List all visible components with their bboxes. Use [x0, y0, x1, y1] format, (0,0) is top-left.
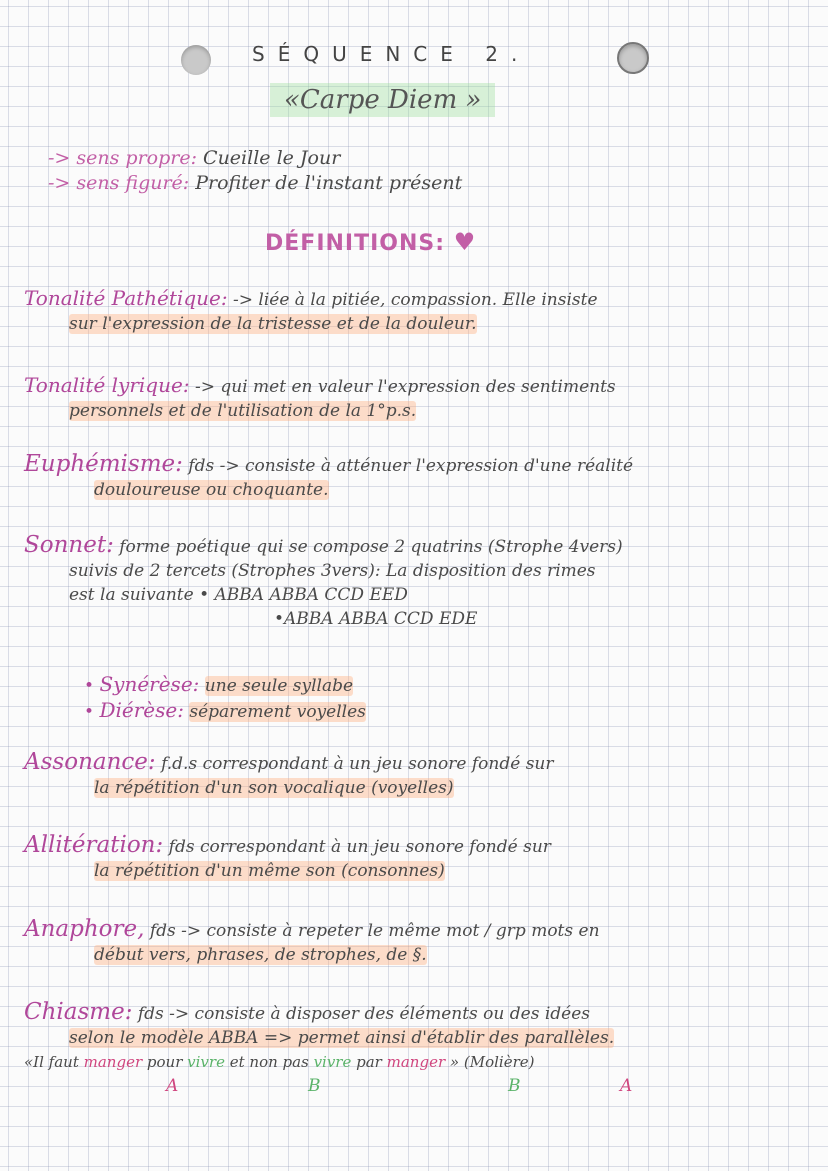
term-synerese: Synérèse:: [99, 672, 200, 696]
definition-euphemisme: [24, 452, 633, 502]
definition-chiasme-line1: fds -> consiste à disposer des éléments ou des idées: [137, 1004, 590, 1024]
term-pathetique: Tonalité Pathétique:: [24, 286, 228, 310]
sense-propre-value: Cueille le Jour: [203, 147, 341, 169]
chiasme-quote: [24, 1050, 614, 1074]
definition-alliteration: [24, 833, 551, 883]
quote-word-b1: vivre: [187, 1053, 225, 1071]
definition-chiasme-line2: selon le modèle ABBA => permet ainsi d'établir des parallèles.: [69, 1028, 615, 1048]
definition-synerese-text: une seule syllabe: [204, 676, 354, 696]
quote-mid: et non pas: [229, 1053, 309, 1071]
bullet-icon: •: [84, 676, 95, 696]
sense-propre-label: -> sens propre:: [48, 147, 197, 169]
definitions-heading: [265, 228, 476, 256]
definition-pathetique-line1: -> liée à la pitiée, compassion. Elle insiste: [233, 290, 598, 310]
term-sonnet: Sonnet:: [24, 532, 114, 558]
definition-assonance: [24, 750, 554, 800]
definition-sonnet-line1: forme poétique qui se compose 2 quatrins (Strophe 4vers): [119, 537, 623, 557]
punch-hole-left: [181, 45, 211, 75]
sequence-title: SÉQUENCE 2.: [252, 42, 531, 66]
definition-sonnet-line2: suivis de 2 tercets (Strophes 3vers): La disposition des rimes: [69, 561, 596, 581]
definition-pathetique: [24, 286, 598, 336]
definition-sonnet-line3: est la suivante • ABBA ABBA CCD EED: [69, 585, 408, 605]
term-assonance: Assonance:: [24, 749, 156, 775]
definition-lyrique-line1: -> qui met en valeur l'expression des sentiments: [194, 377, 616, 397]
term-anaphore: Anaphore,: [24, 916, 145, 942]
term-dierese: Diérèse:: [99, 698, 184, 722]
definition-assonance-line1: f.d.s correspondant à un jeu sonore fondé sur: [161, 754, 554, 774]
page-title: «Carpe Diem »: [270, 83, 495, 117]
heart-icon: ♥: [453, 228, 477, 256]
term-euphemisme: Euphémisme:: [24, 451, 183, 477]
quote-par: par: [356, 1053, 382, 1071]
chiasme-letter-b2: B: [508, 1076, 521, 1096]
quote-pour: pour: [146, 1053, 183, 1071]
quote-close: » (Molière): [449, 1053, 535, 1071]
quote-word-a2: manger: [386, 1053, 446, 1071]
definition-anaphore-line1: fds -> consiste à repeter le même mot / grp mots en: [149, 921, 600, 941]
sense-propre: [48, 147, 340, 169]
chiasme-letter-a2: A: [620, 1076, 633, 1096]
quote-word-a1: manger: [83, 1053, 143, 1071]
definition-sonnet-line4: •ABBA ABBA CCD EDE: [274, 609, 478, 629]
chiasme-letters: [24, 1074, 633, 1098]
definitions-heading-text: DÉFINITIONS:: [265, 231, 446, 256]
definition-lyrique: [24, 373, 616, 423]
definition-dierese-text: séparement voyelles: [189, 702, 366, 722]
term-alliteration: Allitération:: [24, 832, 164, 858]
definition-synerese-dierese: [84, 672, 366, 724]
term-lyrique: Tonalité lyrique:: [24, 373, 190, 397]
sense-figure: [48, 172, 462, 194]
definition-assonance-line2: la répétition d'un son vocalique (voyelles): [94, 778, 454, 798]
definition-anaphore-line2: début vers, phrases, de strophes, de §.: [94, 945, 427, 965]
definition-anaphore: [24, 917, 600, 967]
bullet-icon: •: [84, 702, 95, 722]
sense-figure-value: Profiter de l'instant présent: [195, 172, 463, 194]
chiasme-letter-b1: B: [308, 1076, 321, 1096]
definition-chiasme: [24, 999, 633, 1098]
definition-euphemisme-line2: douloureuse ou choquante.: [94, 480, 329, 500]
quote-word-b2: vivre: [313, 1053, 352, 1071]
quote-open: «Il faut: [24, 1053, 79, 1071]
definition-alliteration-line1: fds correspondant à un jeu sonore fondé sur: [168, 837, 551, 857]
definition-lyrique-line2: personnels et de l'utilisation de la 1°p.s.: [69, 401, 417, 421]
definition-euphemisme-line1: fds -> consiste à atténuer l'expression d'une réalité: [188, 456, 634, 476]
sense-figure-label: -> sens figuré:: [48, 172, 190, 194]
chiasme-letter-a1: A: [166, 1076, 179, 1096]
definition-alliteration-line2: la répétition d'un même son (consonnes): [94, 861, 445, 881]
punch-hole-right: [617, 42, 649, 74]
term-chiasme: Chiasme:: [24, 999, 133, 1025]
definition-pathetique-line2: sur l'expression de la tristesse et de la douleur.: [69, 314, 477, 334]
definition-sonnet: [24, 533, 623, 631]
